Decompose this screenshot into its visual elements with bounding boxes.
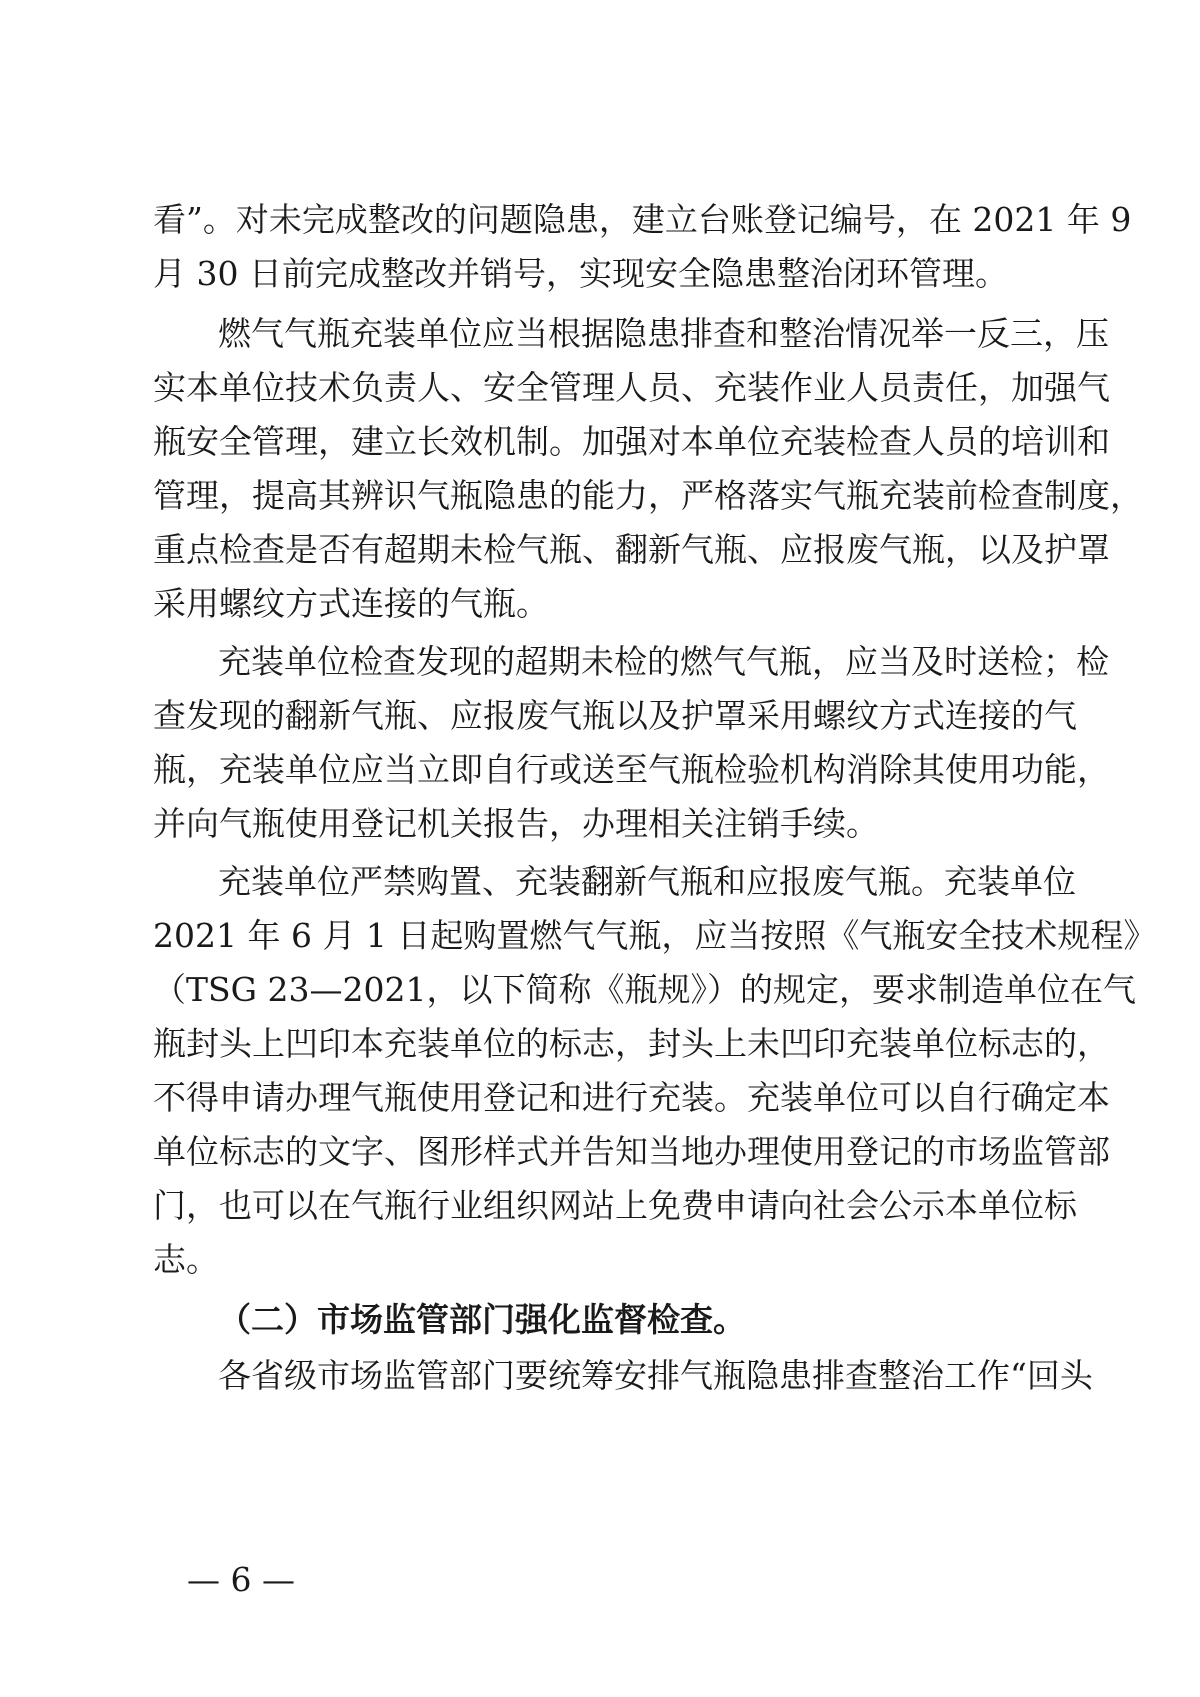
final-paragraph-line-1: 各省级市场监管部门要统筹安排气瓶隐患排查整治工作“回头 [218,1356,1093,1395]
paragraph-4-line-2: 2021 年 6 月 1 日起购置燃气气瓶，应当按照《气瓶安全技术规程》 [153,916,1157,955]
section-heading: （二）市场监管部门强化监督检查。 [218,1300,746,1339]
paragraph-4-line-5: 不得申请办理气瓶使用登记和进行充装。充装单位可以自行确定本 [153,1078,1110,1117]
paragraph-2-line-1: 燃气气瓶充装单位应当根据隐患排查和整治情况举一反三，压 [218,314,1109,353]
paragraph-3-line-4: 并向气瓶使用登记机关报告，办理相关注销手续。 [153,804,879,843]
paragraph-4-line-4: 瓶封头上凹印本充装单位的标志，封头上未凹印充装单位标志的， [153,1024,1110,1063]
paragraph-2-line-3: 瓶安全管理，建立长效机制。加强对本单位充装检查人员的培训和 [153,422,1110,461]
paragraph-3-line-3: 瓶，充装单位应当立即自行或送至气瓶检验机构消除其使用功能， [153,750,1110,789]
paragraph-2-line-4: 管理，提高其辨识气瓶隐患的能力，严格落实气瓶充装前检查制度， [153,476,1143,515]
paragraph-2-line-5: 重点检查是否有超期未检气瓶、翻新气瓶、应报废气瓶，以及护罩 [153,530,1110,569]
paragraph-1-line-2: 月 30 日前完成整改并销号，实现安全隐患整治闭环管理。 [153,254,1008,293]
paragraph-4-line-8: 志。 [153,1240,219,1279]
paragraph-4-line-7: 门，也可以在气瓶行业组织网站上免费申请向社会公示本单位标 [153,1186,1077,1225]
paragraph-2-line-6: 采用螺纹方式连接的气瓶。 [153,584,549,623]
paragraph-1-line-1: 看”。对未完成整改的问题隐患，建立台账登记编号，在 2021 年 9 [153,200,1132,239]
paragraph-4-line-3: （TSG 23—2021，以下简称《瓶规》）的规定，要求制造单位在气 [153,970,1136,1009]
paragraph-4-line-6: 单位标志的文字、图形样式并告知当地办理使用登记的市场监管部 [153,1132,1110,1171]
paragraph-3-line-2: 查发现的翻新气瓶、应报废气瓶以及护罩采用螺纹方式连接的气 [153,696,1077,735]
paragraph-3-line-1: 充装单位检查发现的超期未检的燃气气瓶，应当及时送检；检 [218,642,1109,681]
paragraph-4-line-1: 充装单位严禁购置、充装翻新气瓶和应报废气瓶。充装单位 [218,862,1076,901]
page-number: — 6 — [187,1560,295,1599]
paragraph-2-line-2: 实本单位技术负责人、安全管理人员、充装作业人员责任，加强气 [153,368,1110,407]
